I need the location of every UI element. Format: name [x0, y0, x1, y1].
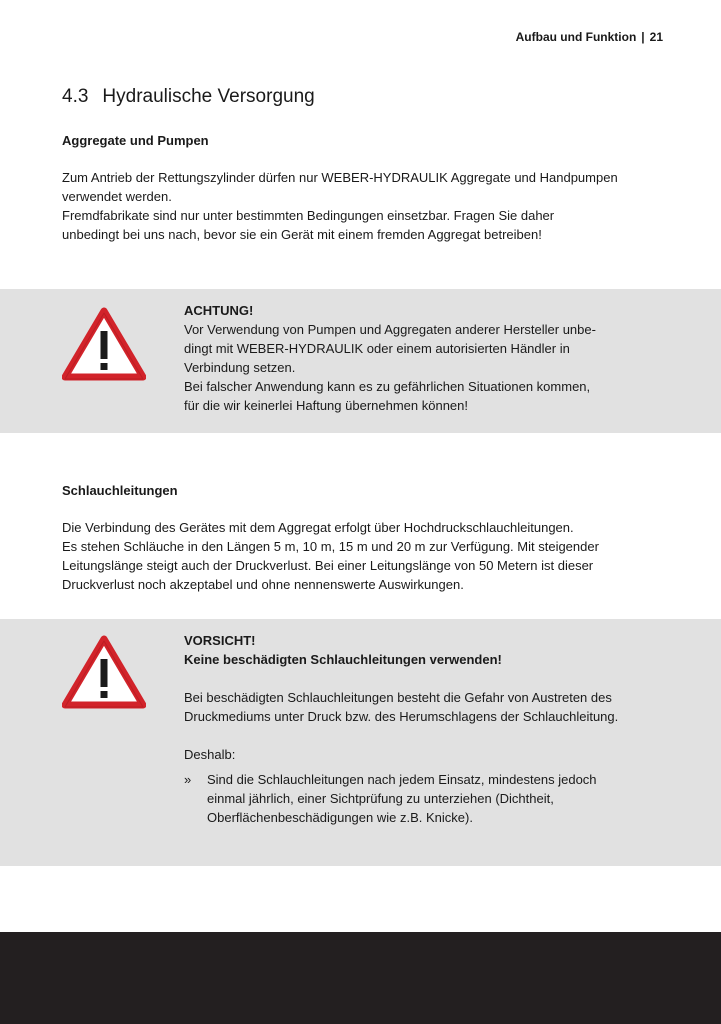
page-number: 21: [649, 30, 663, 44]
bullet-text: [207, 770, 597, 827]
list-item: [184, 770, 674, 827]
text-line: Verbindung setzen.: [184, 360, 296, 375]
aggregates-paragraph: [62, 168, 662, 244]
notice-label: ACHTUNG!: [184, 303, 254, 318]
text-line: Druckmediums unter Druck bzw. des Herumschlagens der Schlauchleitung.: [184, 709, 619, 724]
text-line: Oberflächenbeschädigungen wie z.B. Knicke).: [207, 810, 473, 825]
caution-text: [184, 631, 674, 827]
section-heading: Hydraulische Versorgung: [102, 86, 315, 107]
therefore-label: Deshalb:: [184, 747, 236, 762]
section-title: [62, 86, 315, 108]
header-separator: |: [641, 30, 645, 44]
notice-subtitle: Keine beschädigten Schlauchleitungen verwenden!: [184, 652, 502, 667]
bullet-marker: »: [184, 772, 192, 787]
text-line: verwendet werden.: [62, 189, 172, 204]
hoses-paragraph: [62, 518, 662, 594]
text-line: Es stehen Schläuche in den Längen 5 m, 10 m, 15 m und 20 m zur Verfügung. Mit steigender: [62, 539, 599, 554]
text-line: Zum Antrieb der Rettungszylinder dürfen nur WEBER-HYDRAULIK Aggregate und Handpumpen: [62, 170, 618, 185]
text-line: Fremdfabrikate sind nur unter bestimmten Bedingungen einsetzbar. Fragen Sie daher: [62, 208, 555, 223]
text-line: Die Verbindung des Gerätes mit dem Aggregat erfolgt über Hochdruckschlauchleitungen.: [62, 520, 574, 535]
text-line: einmal jährlich, einer Sichtprüfung zu unterziehen (Dichtheit,: [207, 791, 554, 806]
text-line: Vor Verwendung von Pumpen und Aggregaten anderer Hersteller unbe-: [184, 322, 596, 337]
notice-label: VORSICHT!: [184, 633, 256, 648]
attention-text: [184, 301, 674, 415]
footer-band: [0, 932, 721, 1024]
warning-triangle-icon: [62, 635, 146, 709]
subheading-aggregates: Aggregate und Pumpen: [62, 133, 209, 148]
subheading-hoses: Schlauchleitungen: [62, 483, 178, 498]
text-line: Bei beschädigten Schlauchleitungen besteht die Gefahr von Austreten des: [184, 690, 612, 705]
text-line: für die wir keinerlei Haftung übernehmen können!: [184, 398, 469, 413]
section-number: 4.3: [62, 86, 89, 107]
attention-notice: [0, 289, 721, 433]
text-line: unbedingt bei uns nach, bevor sie ein Gerät mit einem fremden Aggregat betreiben!: [62, 227, 542, 242]
text-line: dingt mit WEBER-HYDRAULIK oder einem autorisierten Händler in: [184, 341, 570, 356]
text-line: Druckverlust noch akzeptabel und ohne nennenswerte Auswirkungen.: [62, 577, 464, 592]
warning-triangle-icon: [62, 307, 146, 381]
text-line: Sind die Schlauchleitungen nach jedem Einsatz, mindestens jedoch: [207, 772, 597, 787]
caution-notice: [0, 619, 721, 866]
running-header: [516, 30, 663, 44]
text-line: Bei falscher Anwendung kann es zu gefährlichen Situationen kommen,: [184, 379, 591, 394]
chapter-title: Aufbau und Funktion: [515, 30, 637, 44]
text-line: Leitungslänge steigt auch der Druckverlust. Bei einer Leitungslänge von 50 Metern ist dieser: [62, 558, 594, 573]
